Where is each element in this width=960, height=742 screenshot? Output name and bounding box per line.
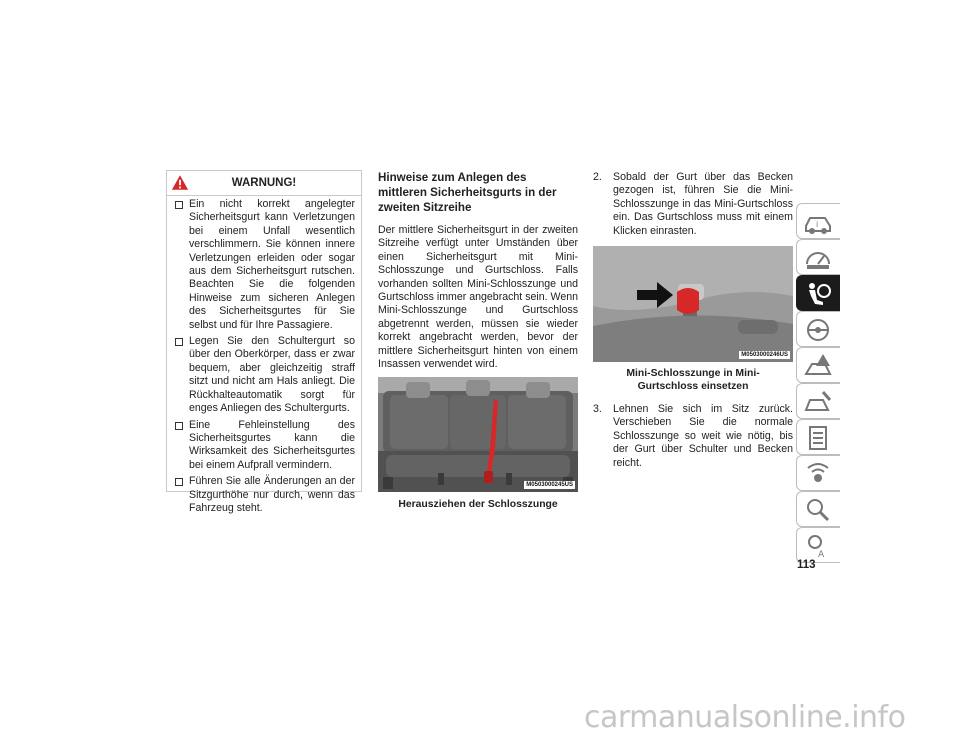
steering-wheel-icon [803,316,833,344]
step-item: 3. Lehnen Sie sich im Sitz zurück. Verschieben Sie die normale Schlosszunge so weit wie nötig, bis der Gurt über Schulter und Becken reicht. [593,403,793,469]
warning-title: WARNUNG! [231,177,297,189]
tab-languages[interactable] [796,527,840,563]
figure-caption: Mini-Schlosszunge in Mini-Gurtschloss einsetzen [626,368,760,392]
tab-instrument-cluster[interactable] [796,239,840,275]
tab-specifications[interactable] [796,419,840,455]
watermark: carmanualsonline.info [584,700,906,735]
language-icon [803,532,833,560]
tab-safety[interactable] [796,275,840,311]
search-index-icon [803,496,833,524]
warning-item: Eine Fehleinstellung des Sicherheitsgurtes kann die Wirksamkeit des Sicherheitsgurtes bei einem Aufprall vermindern. [175,419,355,473]
page-number: 113 [797,559,816,571]
right-column-bottom [593,403,793,470]
warning-item: Führen Sie alle Änderungen an der Sitzgurthöhe nur durch, wenn das Fahrzeug steht. [175,475,355,515]
tab-index[interactable] [796,491,840,527]
figure-rear-seat-photo [378,377,578,492]
rear-seat-illustration [378,377,578,492]
section-title: Hinweise zum Anlegen des mittleren Sicherheitsgurts in der zweiten Sitzreihe [378,171,557,214]
mini-buckle-illustration [593,246,793,362]
service-wrench-icon [803,388,833,416]
section-intro: Der mittlere Sicherheitsgurt in der zweiten Sitzreihe verfügt unter Umständen über einen Sicherheitsgurt mit Mini-Schlosszunge und Gurtschloss. Falls vorhanden sollten Mini-Schlosszunge und Gurtschloss immer angebracht sein. Wenn Mini-Schlosszunge und Gurtschloss abgetrennt werden, müssen sie wieder korrekt angebracht werden, bevor der mittlere Sicherheitsgurt hinten von einem Insassen verwendet wird. [378,224,578,371]
vehicle-info-icon [803,208,833,236]
figure-mini-buckle-photo [593,246,793,362]
warning-header [167,171,361,196]
specifications-list-icon [803,424,833,452]
checkbox-bullet-icon [175,338,183,346]
warning-list [167,196,361,515]
airbag-safety-icon [803,280,833,308]
right-column-top [593,171,793,238]
instrument-cluster-icon [803,244,833,272]
tab-vehicle-info[interactable] [796,203,840,239]
figure-id-label: M0503000245US [526,482,573,488]
checkbox-bullet-icon [175,201,183,209]
warning-light-icon [803,352,833,380]
warning-triangle-icon [171,174,189,191]
tab-multimedia[interactable] [796,455,840,491]
warning-item: Ein nicht korrekt angelegter Sicherheitsgurt kann Verletzungen bei einem Unfall wesentlich verschlimmern. Sie können innere Verletzungen erleiden oder sogar aus dem Sicherheitsgurt rutschen. Beachten Sie die folgenden Hinweise zum sicheren Anlegen des Sicherheitsgurtes für Sie selbst und für Ihre Passagiere. [175,198,355,332]
svg-text:i: i [816,220,819,229]
tab-service[interactable] [796,383,840,419]
warning-item: Legen Sie den Schultergurt so über den Oberkörper, dass er zwar bequem, aber gleichzeitig straff sitzt und nicht am Hals anliegt. Die Rückhalteautomatik sorgt für enges Anliegen des Schultergurts. [175,335,355,415]
warning-box [166,170,362,514]
checkbox-bullet-icon [175,422,183,430]
figure-caption: Herausziehen der Schlosszunge [398,499,558,510]
tab-driving[interactable] [796,311,840,347]
checkbox-bullet-icon [175,478,183,486]
step-item: 2. Sobald der Gurt über das Becken gezogen ist, führen Sie die Mini-Schlosszunge in das Mini-Gurtschloss ein. Das Gurtschloss muss mit einem Klicken einrasten. [593,171,793,237]
multimedia-icon [803,460,833,488]
figure-id-label: M0503000246US [741,352,788,358]
tab-emergency[interactable] [796,347,840,383]
svg-text:A: A [818,550,825,560]
